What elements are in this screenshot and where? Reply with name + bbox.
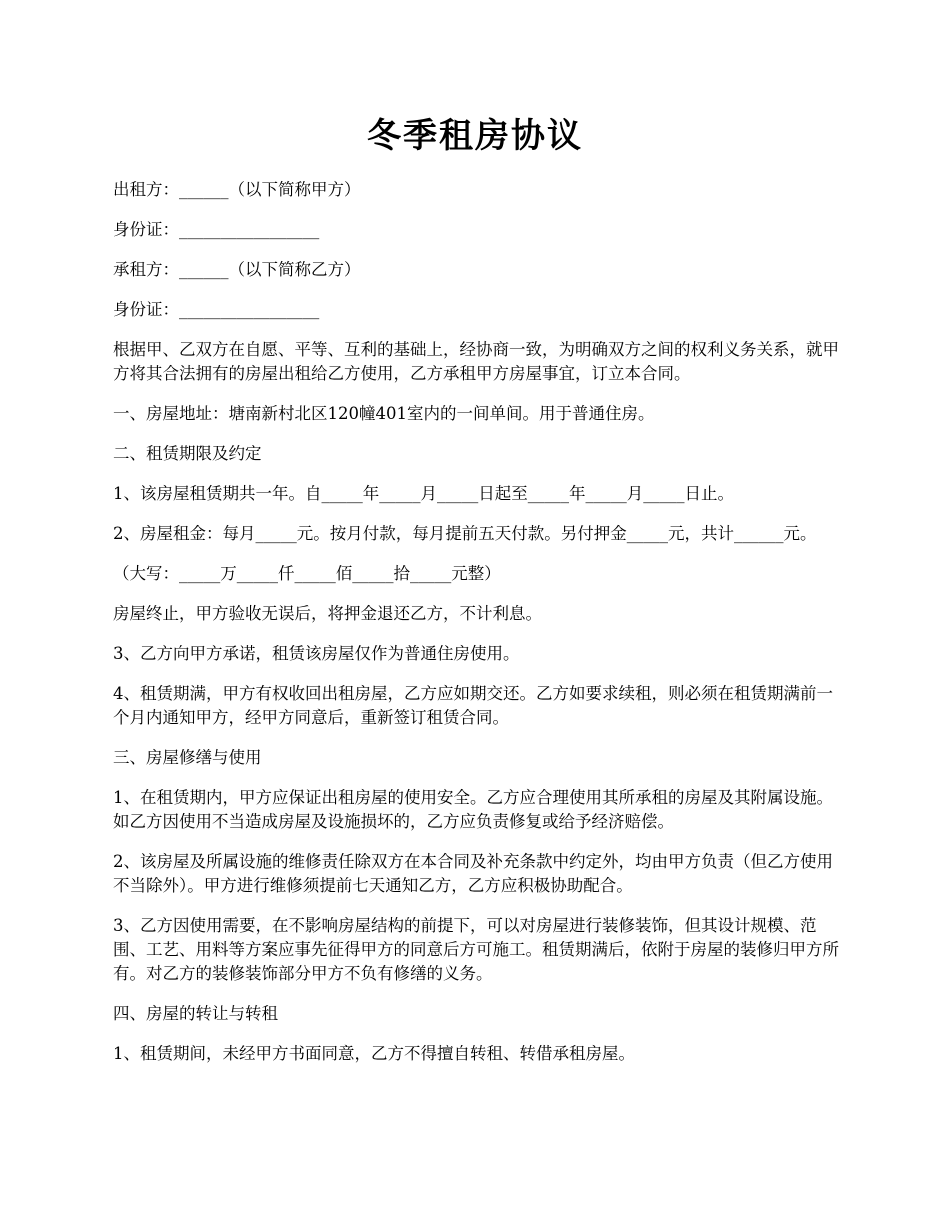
section-2-heading: 二、租赁期限及约定 xyxy=(113,444,262,463)
section-1-address: 一、房屋地址：塘南新村北区120幢401室内的一间单间。用于普通住房。 xyxy=(113,404,655,423)
clause-2-4: 4、租赁期满，甲方有权收回出租房屋，乙方应如期交还。乙方如要求续租，则必须在租赁期满前一个月内通知甲方，经甲方同意后，重新签订租赁合同。 xyxy=(113,684,833,727)
clause-2-2-amount-in-words: （大写：_____万_____仟_____佰_____拾_____元整） xyxy=(113,564,501,583)
lessee-line: 承租方：______（以下简称乙方） xyxy=(113,260,361,279)
section-3-heading: 三、房屋修缮与使用 xyxy=(113,748,262,767)
clause-3-1: 1、在租赁期内，甲方应保证出租房屋的使用安全。乙方应合理使用其所承租的房屋及其附属设施。如乙方因使用不当造成房屋及设施损坏的，乙方应负责修复或给予经济赔偿。 xyxy=(113,788,833,831)
lessor-line: 出租方：______（以下简称甲方） xyxy=(113,180,361,199)
document-title: 冬季租房协议 xyxy=(367,116,583,156)
lessee-id-line: 身份证：_________________ xyxy=(113,300,320,319)
clause-2-2: 2、房屋租金：每月_____元。按月付款，每月提前五天付款。另付押金_____元，共计______元。 xyxy=(113,524,817,543)
document-body xyxy=(113,178,843,1082)
section-4-heading: 四、房屋的转让与转租 xyxy=(113,1004,278,1023)
clause-2-1: 1、该房屋租赁期共一年。自_____年_____月_____日起至_____年_____月_____日止。 xyxy=(113,484,734,503)
clause-2-deposit-return: 房屋终止，甲方验收无误后，将押金退还乙方，不计利息。 xyxy=(113,604,542,623)
clause-4-1: 1、租赁期间，未经甲方书面同意，乙方不得擅自转租、转借承租房屋。 xyxy=(113,1044,635,1063)
clause-3-3: 3、乙方因使用需要，在不影响房屋结构的前提下，可以对房屋进行装修装饰，但其设计规模、范围、工艺、用料等方案应事先征得甲方的同意后方可施工。租赁期满后，依附于房屋的装修归甲方所有。对乙方的装修装饰部分甲方不负有修缮的义务。 xyxy=(113,916,839,983)
clause-2-3: 3、乙方向甲方承诺，租赁该房屋仅作为普通住房使用。 xyxy=(113,644,520,663)
lessor-id-line: 身份证：_________________ xyxy=(113,220,320,239)
preamble-paragraph: 根据甲、乙双方在自愿、平等、互利的基础上，经协商一致，为明确双方之间的权利义务关系，就甲方将其合法拥有的房屋出租给乙方使用，乙方承租甲方房屋事宜，订立本合同。 xyxy=(113,340,839,383)
clause-3-2: 2、该房屋及所属设施的维修责任除双方在本合同及补充条款中约定外，均由甲方负责（但乙方使用不当除外）。甲方进行维修须提前七天通知乙方，乙方应积极协助配合。 xyxy=(113,852,833,895)
